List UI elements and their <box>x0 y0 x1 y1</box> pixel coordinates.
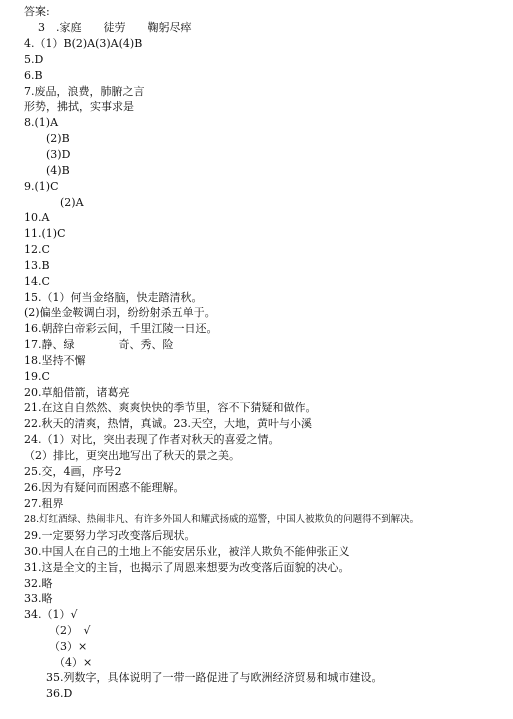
answer-line: 24.（1）对比，突出表现了作者对秋天的喜爱之情。 <box>24 433 280 446</box>
answer-line: 5.D <box>24 53 44 66</box>
answer-line: 19.C <box>24 370 50 383</box>
answer-line: 9.(1)C <box>24 180 59 193</box>
answer-line: 21.在这自自然然、爽爽快快的季节里，容不下猜疑和做作。 <box>24 401 317 414</box>
answer-line: 10.A <box>24 211 50 224</box>
answer-line: 16.朝辞白帝彩云间，千里江陵一日还。 <box>24 322 218 335</box>
answer-line: 12.C <box>24 243 50 256</box>
answer-line: 26.因为有疑问而困惑不能理解。 <box>24 481 185 494</box>
answer-line: 17.静、绿 奇、秀、险 <box>24 338 174 351</box>
answer-line: 32.略 <box>24 577 53 590</box>
answer-line: 28.灯红酒绿、热闹非凡、有许多外国人和耀武扬威的巡警，中国人被欺负的问题得不到解决。 <box>24 514 420 525</box>
answer-line: 29.一定要努力学习改变落后现状。 <box>24 529 196 542</box>
answer-line: 25.交，4画，序号2 <box>24 465 122 478</box>
answer-line: 3 .家庭 徒劳 鞠躬尽瘁 <box>38 21 192 34</box>
answer-line: 13.B <box>24 259 50 272</box>
answer-line: 14.C <box>24 275 50 288</box>
answer-line: 35.列数字，具体说明了一带一路促进了与欧洲经济贸易和城市建设。 <box>46 671 383 684</box>
answer-line: 33.略 <box>24 592 53 605</box>
answer-line: (2)偏坐金鞍调白羽，纷纷射杀五单于。 <box>24 306 216 319</box>
answer-line: (3)D <box>46 148 71 161</box>
answer-line: 34.（1）√ <box>24 608 78 621</box>
answer-line: 4.（1）B(2)A(3)A(4)B <box>24 37 143 50</box>
answer-line: 18.坚持不懈 <box>24 354 86 367</box>
answer-line: 11.(1)C <box>24 227 66 240</box>
answer-line: （4）× <box>54 656 93 669</box>
answer-line: 31.这是全文的主旨，也揭示了周恩来想要为改变落后面貌的决心。 <box>24 561 350 574</box>
answer-line: 6.B <box>24 69 43 82</box>
answer-line: (2)B <box>46 132 70 145</box>
answer-line: （3）× <box>49 640 88 653</box>
answer-line: （2） √ <box>49 624 91 637</box>
answer-line: 8.(1)A <box>24 116 59 129</box>
answer-line: (4)B <box>46 164 70 177</box>
answer-line: 22.秋天的清爽，热情，真诚。23.天空，大地，黄叶与小溪 <box>24 417 312 430</box>
answer-line: 形势，拂拭，实事求是 <box>24 100 134 113</box>
answer-heading: 答案: <box>24 5 50 18</box>
answer-line: 27.租界 <box>24 497 64 510</box>
answer-line: 20.草船借箭，诸葛亮 <box>24 386 130 399</box>
answer-line: 15.（1）何当金络脑，快走踏清秋。 <box>24 291 203 304</box>
answer-line: (2)A <box>60 196 84 209</box>
answer-line: 7.废品，浪费，肺腑之言 <box>24 85 145 98</box>
answer-line: （2）排比，更突出地写出了秋天的景之美。 <box>24 449 240 462</box>
answer-line: 30.中国人在自己的土地上不能安居乐业，被洋人欺负不能伸张正义 <box>24 545 350 558</box>
answer-line: 36.D <box>46 687 73 700</box>
